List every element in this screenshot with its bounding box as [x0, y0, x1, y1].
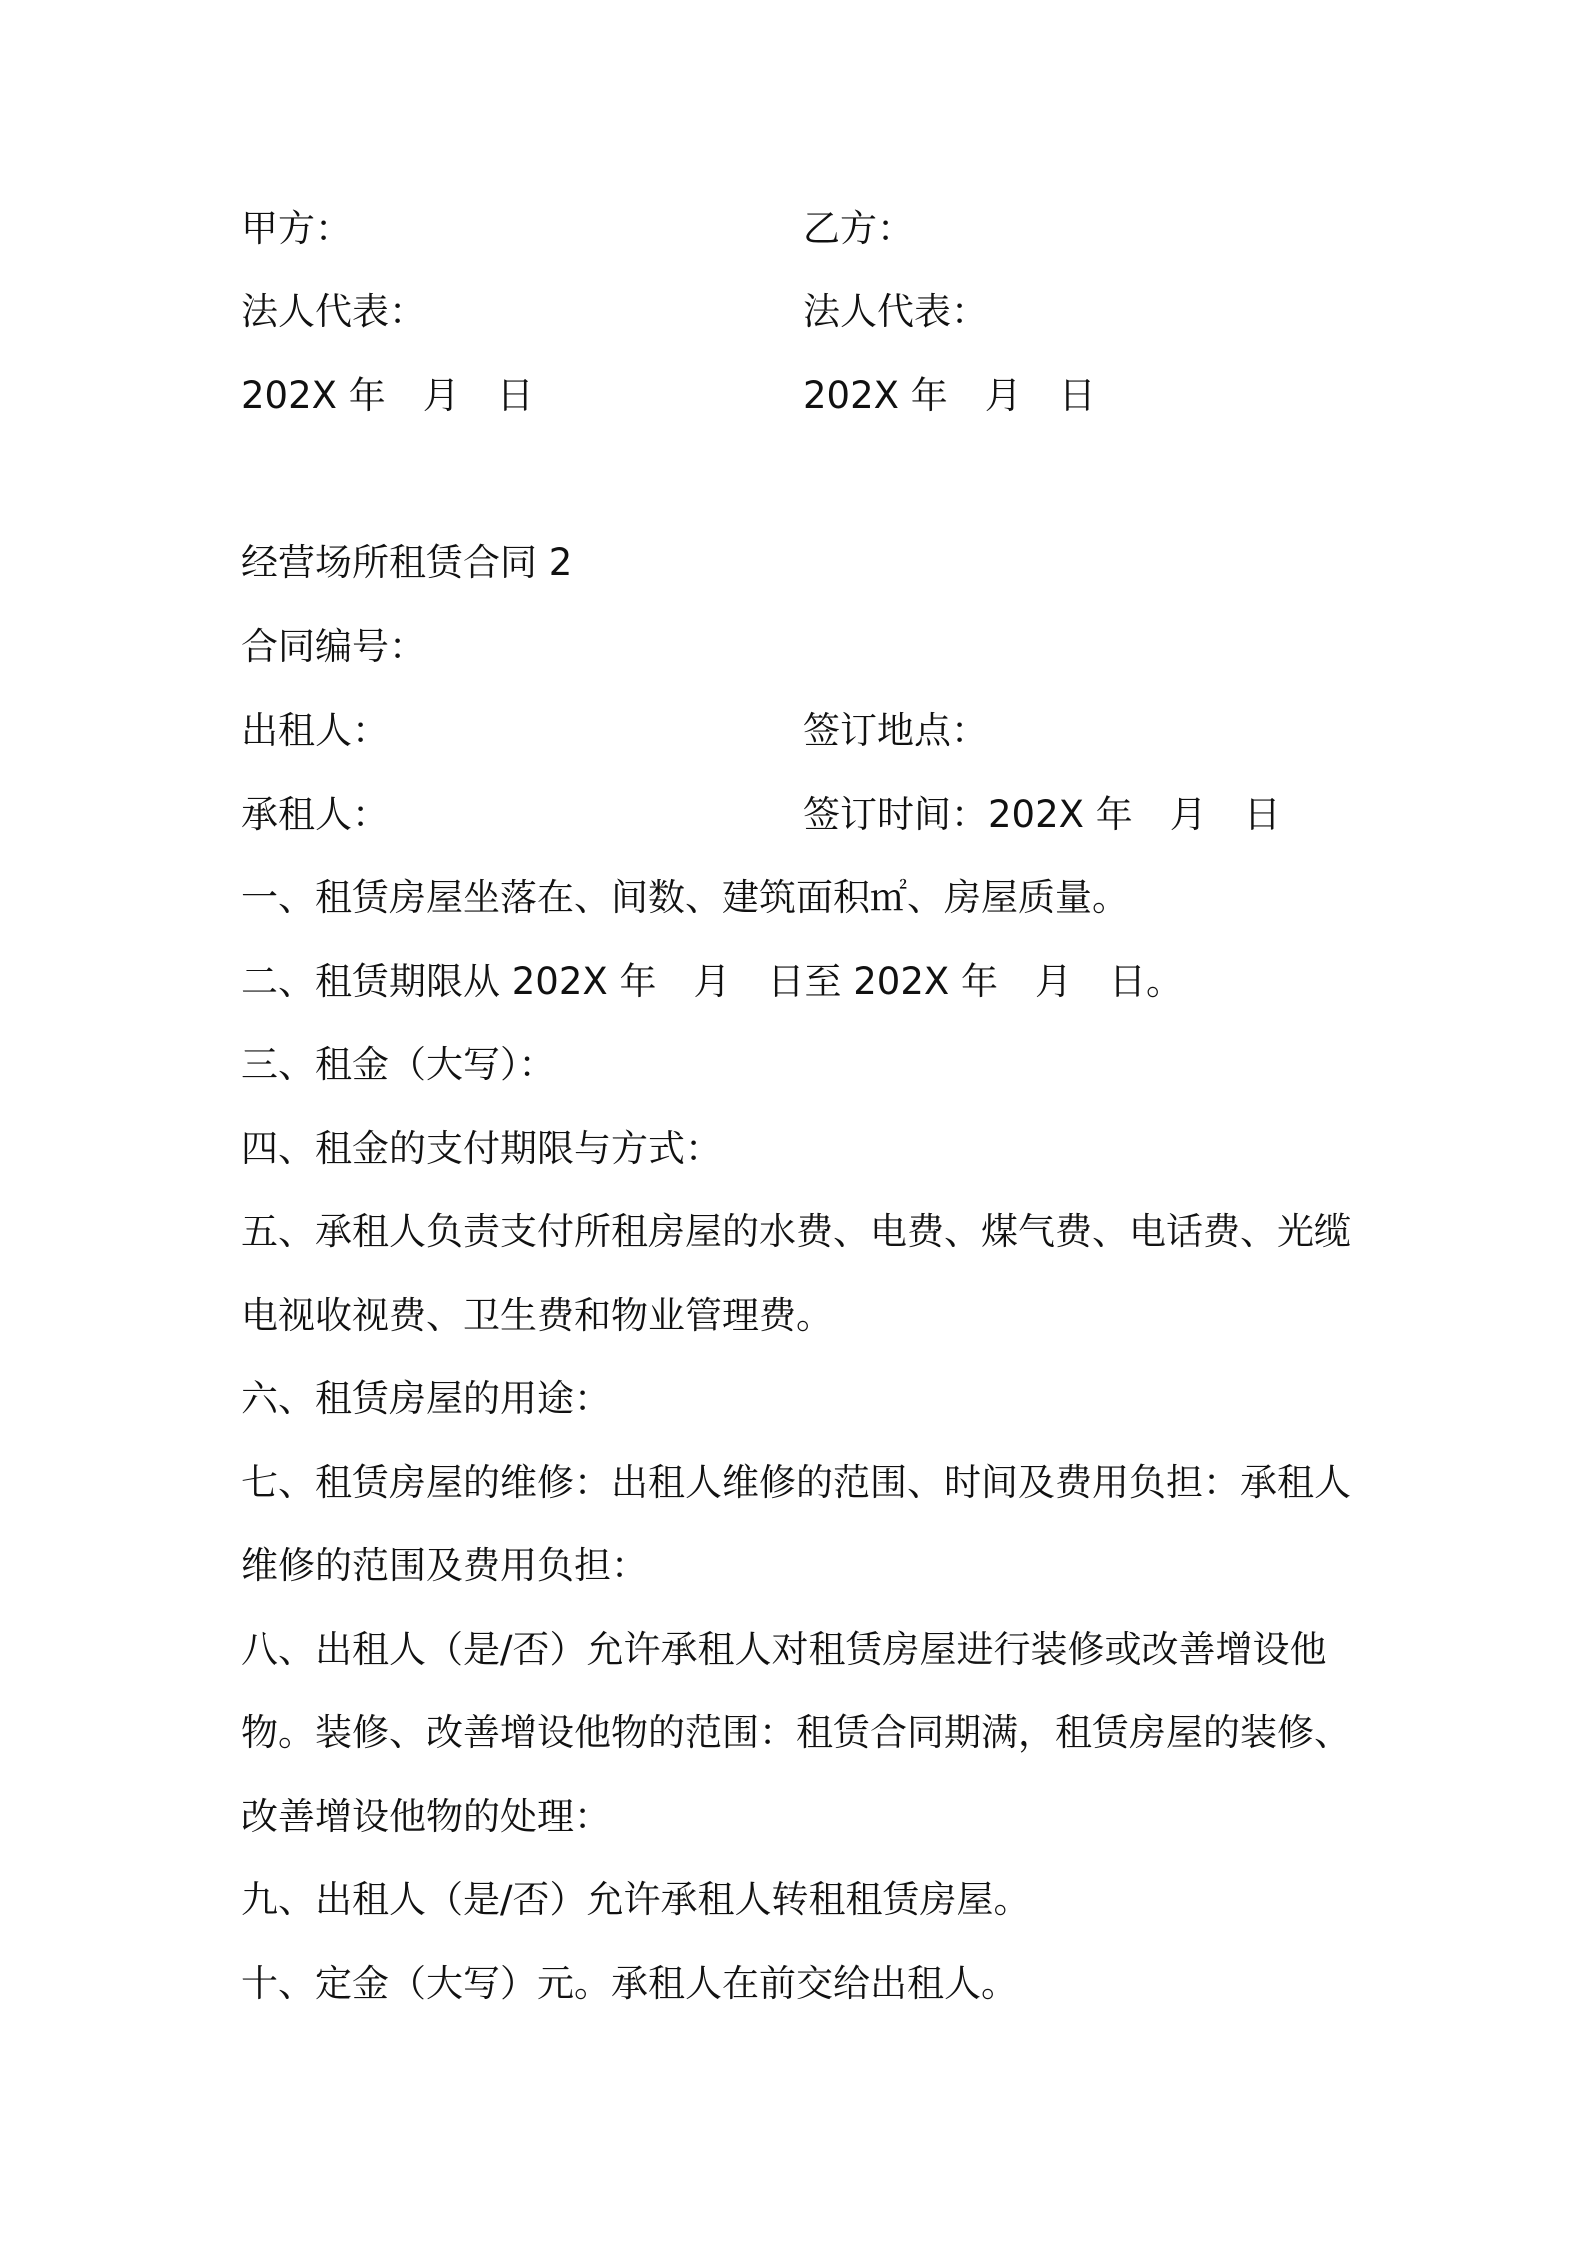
clause-line: 八、出租人（是/否）允许承租人对租赁房屋进行装修或改善增设他	[241, 1628, 1327, 1671]
clause-line: 物。装修、改善增设他物的范围：租赁合同期满，租赁房屋的装修、	[241, 1711, 1351, 1754]
clause-line: 四、租金的支付期限与方式：	[241, 1127, 722, 1170]
party-b-date: 202X 年 月 日	[803, 374, 1096, 417]
contract-number-label: 合同编号：	[241, 625, 426, 668]
clause-line: 六、租赁房屋的用途：	[241, 1377, 611, 1420]
party-a-representative-label: 法人代表：	[241, 290, 426, 333]
lessor-label: 出租人：	[241, 709, 389, 752]
lessee-label: 承租人：	[241, 793, 389, 836]
clause-line: 二、租赁期限从 202X 年 月 日至 202X 年 月 日。	[241, 960, 1183, 1003]
sign-time-label: 签订时间：202X 年 月 日	[803, 793, 1281, 836]
party-a-label: 甲方：	[241, 207, 352, 250]
clause-line: 五、承租人负责支付所租房屋的水费、电费、煤气费、电话费、光缆	[241, 1210, 1351, 1253]
clause-line: 九、出租人（是/否）允许承租人转租租赁房屋。	[241, 1878, 1031, 1921]
party-a-date: 202X 年 月 日	[241, 374, 534, 417]
clause-line: 维修的范围及费用负担：	[241, 1544, 648, 1587]
clause-line: 电视收视费、卫生费和物业管理费。	[241, 1294, 833, 1337]
clause-line: 七、租赁房屋的维修：出租人维修的范围、时间及费用负担：承租人	[241, 1461, 1351, 1504]
clause-line: 一、租赁房屋坐落在、间数、建筑面积㎡、房屋质量。	[241, 876, 1129, 919]
party-b-label: 乙方：	[803, 207, 914, 250]
party-b-representative-label: 法人代表：	[803, 290, 988, 333]
contract-title: 经营场所租赁合同 2	[241, 541, 573, 584]
clause-line: 三、租金（大写）：	[241, 1043, 556, 1086]
clause-line: 十、定金（大写）元。承租人在前交给出租人。	[241, 1962, 1018, 2005]
sign-place-label: 签订地点：	[803, 709, 988, 752]
clause-line: 改善增设他物的处理：	[241, 1795, 611, 1838]
